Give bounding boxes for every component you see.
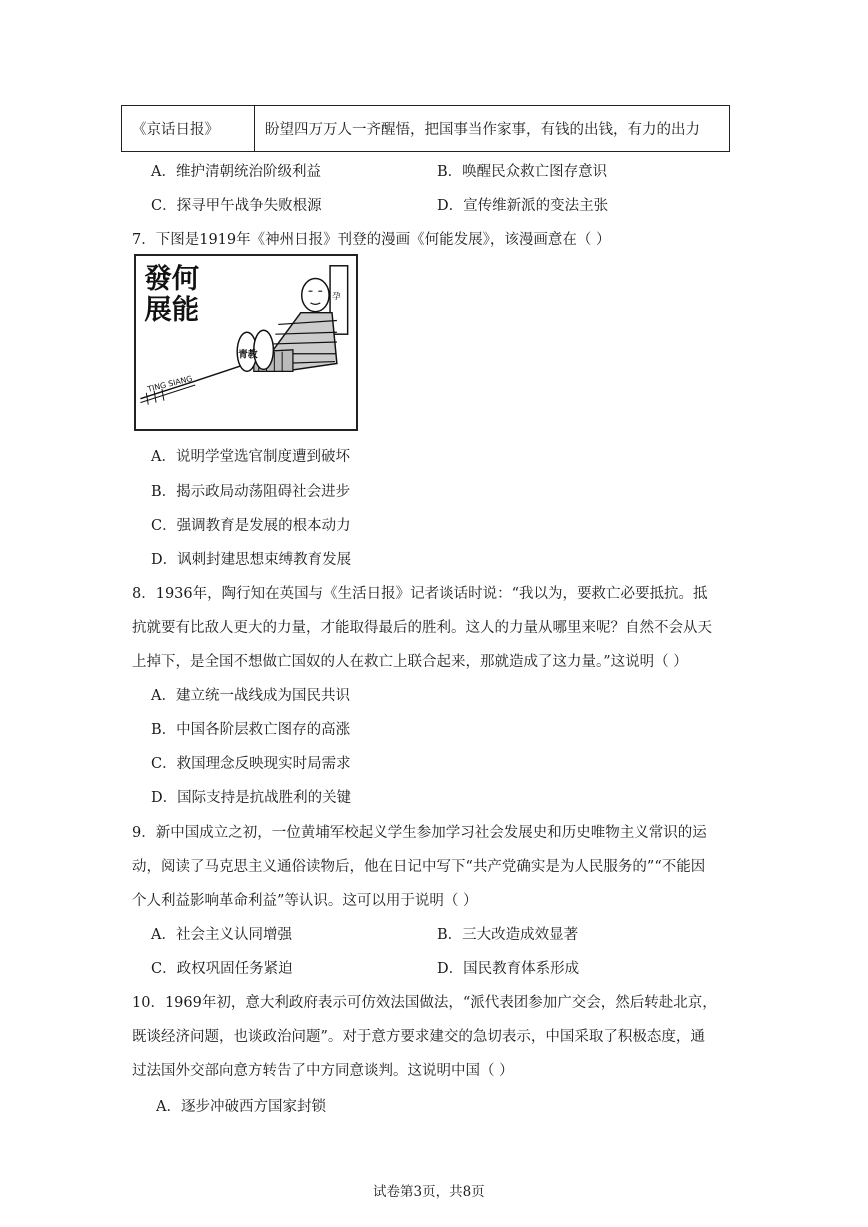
q6-option-c: C．探寻甲午战争失败根源	[151, 198, 322, 214]
q9-option-a: A．社会主义认同增强	[151, 927, 292, 943]
page-footer: 试卷第3页，共8页	[373, 1184, 485, 1200]
q6-option-b: B．唤醒民众救亡图存意识	[437, 164, 608, 180]
q8-option-a: A．建立统一战线成为国民共识	[151, 688, 350, 704]
q10-line2: 既谈经济问题，也谈政治问题”。对于意方要求建交的急切表示，中国采取了积极态度，通	[132, 1029, 705, 1045]
q7-stem: 7．下图是1919年《神州日报》刊登的漫画《何能发展》，该漫画意在（ ）	[132, 232, 611, 248]
cartoon-feet-label: 青教	[238, 349, 258, 361]
q6-option-d: D．宣传维新派的变法主张	[437, 198, 609, 214]
q10-line1: 10．1969年初，意大利政府表示可仿效法国做法，“派代表团参加广交会，然后转赴北京，	[132, 995, 717, 1011]
q9-line1: 9．新中国成立之初，一位黄埔军校起义学生参加学习社会发展史和历史唯物主义常识的运	[132, 825, 707, 841]
q8-line2: 抗就要有比敌人更大的力量，才能取得最后的胜利。这人的力量从哪里来呢？自然不会从天	[132, 620, 712, 636]
cartoon-drawing	[136, 256, 356, 429]
q9-option-c: C．政权巩固任务紧迫	[151, 961, 293, 977]
q8-option-c: C．救国理念反映现实时局需求	[151, 756, 351, 772]
q8-option-d: D．国际支持是抗战胜利的关键	[151, 790, 352, 806]
q7-option-d: D．讽刺封建思想束缚教育发展	[151, 552, 352, 568]
q10-option-a: A．逐步冲破西方国家封锁	[156, 1099, 326, 1115]
cartoon-title-line2: 展能	[144, 293, 200, 326]
q9-line3: 个人利益影响革命利益”等认识。这可以用于说明（ ）	[132, 893, 478, 909]
content-cell: 盼望四万万人一齐醒悟，把国事当作家事，有钱的出钱，有力的出力	[255, 106, 730, 152]
table-row	[122, 106, 730, 152]
cartoon-road-label: TING SIANG	[146, 373, 194, 394]
q8-line3: 上掉下，是全国不想做亡国奴的人在救亡上联合起来，那就造成了这力量。”这说明（ ）	[132, 654, 688, 670]
source-table	[121, 105, 730, 152]
q9-option-b: B．三大改造成效显著	[437, 927, 579, 943]
q8-line1: 8．1936年，陶行知在英国与《生活日报》记者谈话时说：“我以为，要救亡必要抵抗。抵	[132, 586, 708, 602]
q10-line3: 过法国外交部向意方转告了中方同意谈判。这说明中国（ ）	[132, 1063, 514, 1079]
q7-option-a: A．说明学堂选官制度遭到破坏	[151, 449, 350, 465]
q8-option-b: B．中国各阶层救亡图存的高涨	[151, 722, 351, 738]
q9-option-d: D．国民教育体系形成	[437, 961, 580, 977]
source-cell: 《京话日报》	[122, 106, 255, 152]
q6-option-a: A．维护清朝统治阶级利益	[151, 164, 321, 180]
q7-option-c: C．强调教育是发展的根本动力	[151, 518, 351, 534]
cartoon-title-line1: 發何	[144, 262, 200, 295]
q9-line2: 动，阅读了马克思主义通俗读物后，他在日记中写下“共产党确实是为人民服务的”“不能因	[132, 859, 706, 875]
cartoon-plaque: 孕	[332, 292, 341, 303]
cartoon-image	[134, 254, 358, 431]
q7-option-b: B．揭示政局动荡阻碍社会进步	[151, 484, 351, 500]
